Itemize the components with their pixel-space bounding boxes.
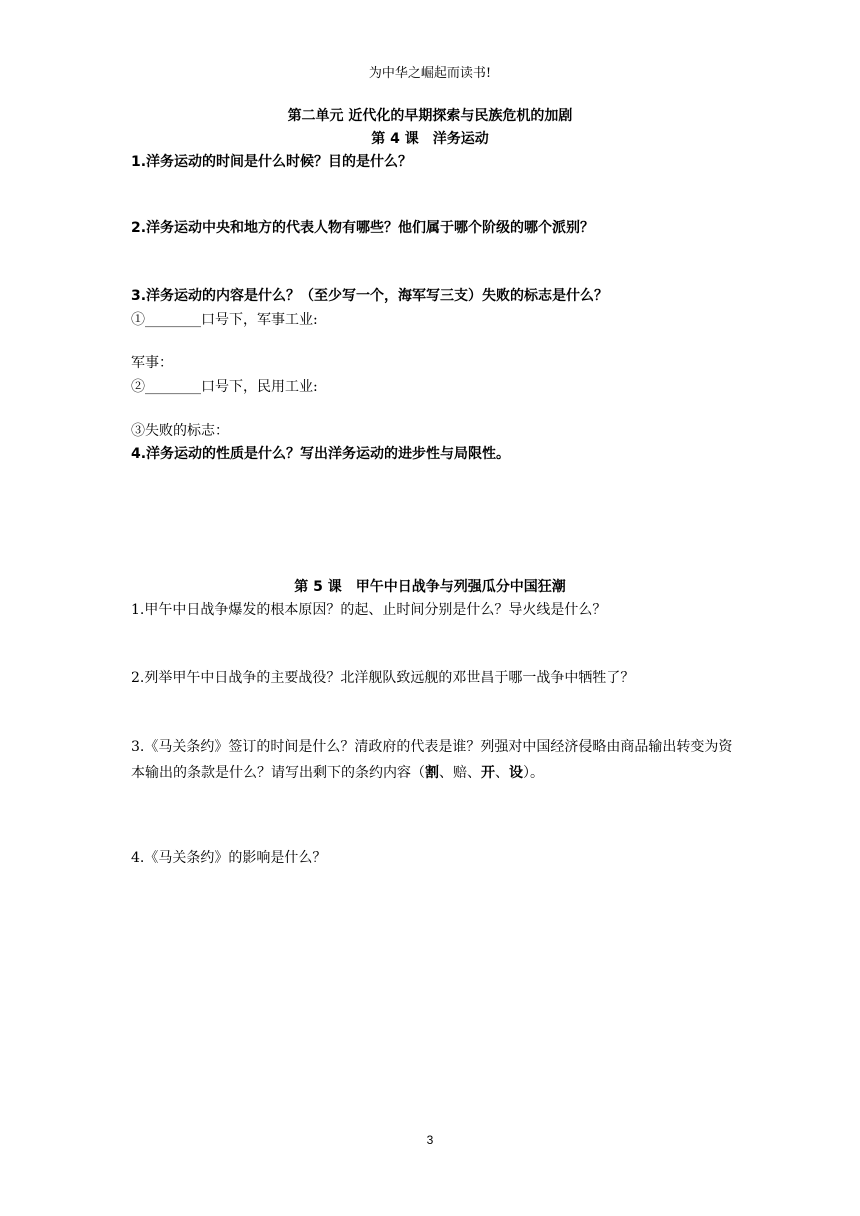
unit-title: 第二单元 近代化的早期探索与民族危机的加剧 bbox=[287, 108, 573, 124]
term-open: 开 bbox=[481, 765, 495, 781]
lesson5-question-3-text: 3.《马关条约》签订的时间是什么？清政府的代表是谁？列强对中国经济侵略由商品输出转变为资本输出的条款是什么？请写出剩下的条约内容（ bbox=[131, 739, 733, 781]
header-motto: 为中华之崛起而读书! bbox=[368, 66, 492, 81]
lesson4-question-4: 4.洋务运动的性质是什么？写出洋务运动的进步性与局限性。 bbox=[131, 446, 511, 462]
lesson4-item-1: ①________口号下，军事工业: bbox=[131, 312, 318, 328]
page-number: 3 bbox=[426, 1133, 434, 1147]
term-establish: 设 bbox=[509, 765, 523, 781]
lesson4-item-3: ③失败的标志： bbox=[131, 423, 229, 439]
term-cede: 割 bbox=[425, 765, 439, 781]
lesson5-question-4: 4.《马关条约》的影响是什么？ bbox=[131, 850, 327, 866]
separator: 、 bbox=[467, 765, 481, 781]
lesson5-question-3 bbox=[131, 734, 741, 786]
separator: 、 bbox=[495, 765, 509, 781]
lesson4-question-3: 3.洋务运动的内容是什么？（至少写一个，海军写三支）失败的标志是什么？ bbox=[131, 288, 609, 304]
lesson4-military-label: 军事： bbox=[131, 355, 173, 371]
lesson4-item-2: ②________口号下，民用工业: bbox=[131, 379, 318, 395]
lesson4-question-1: 1.洋务运动的时间是什么时候？目的是什么？ bbox=[131, 154, 413, 170]
lesson5-title: 第 5 课 甲午中日战争与列强瓜分中国狂潮 bbox=[294, 579, 566, 595]
lesson4-question-2: 2.洋务运动中央和地方的代表人物有哪些？他们属于哪个阶级的哪个派别？ bbox=[131, 220, 595, 236]
separator: 、 bbox=[439, 765, 453, 781]
lesson5-question-1: 1.甲午中日战争爆发的根本原因？的起、止时间分别是什么？导火线是什么？ bbox=[131, 602, 607, 618]
lesson4-title: 第 4 课 洋务运动 bbox=[371, 131, 489, 147]
lesson5-question-2: 2.列举甲午中日战争的主要战役？北洋舰队致远舰的邓世昌于哪一战争中牺牲了？ bbox=[131, 670, 635, 686]
question-end: ）。 bbox=[523, 765, 544, 781]
term-indemnity: 赔 bbox=[453, 765, 467, 781]
